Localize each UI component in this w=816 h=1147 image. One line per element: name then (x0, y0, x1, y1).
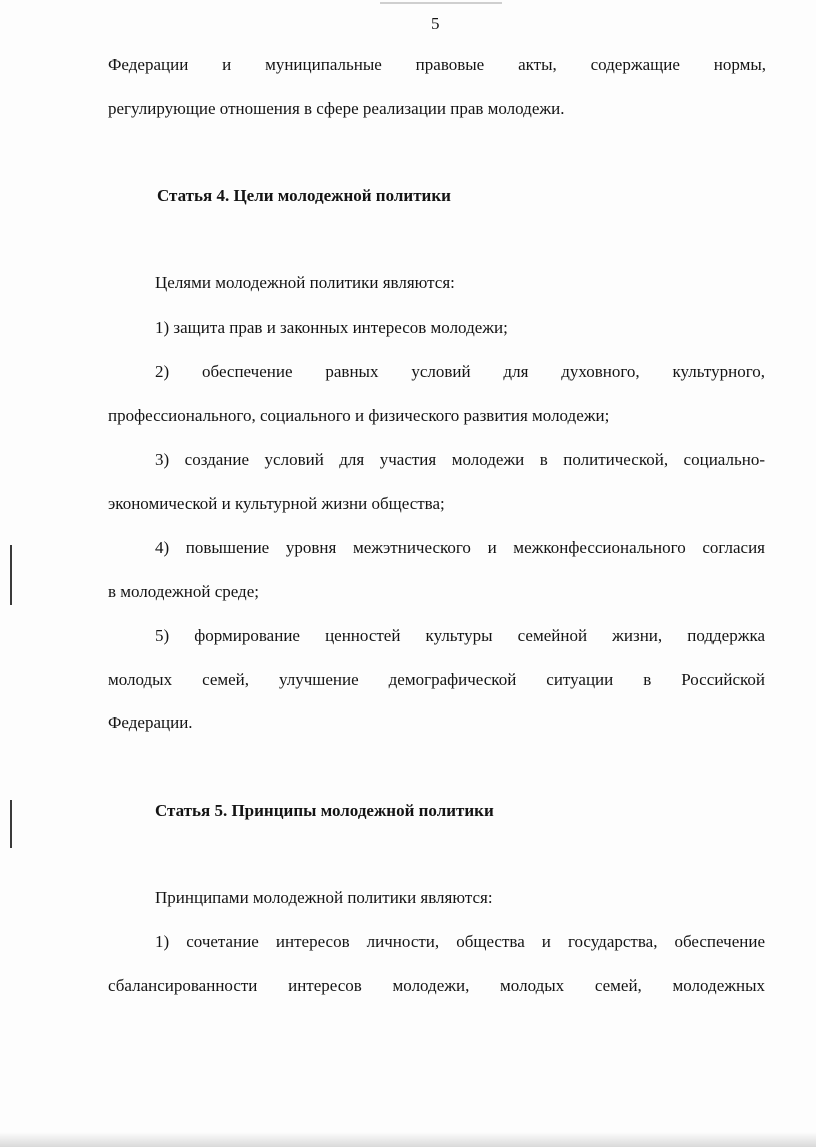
list-item-5-cont: Федерации. (108, 713, 193, 732)
list-item-3-cont: экономической и культурной жизни общества; (108, 494, 445, 513)
list-item-5-cont: молодых семей, улучшение демографической ситуации в Российской (108, 670, 765, 689)
list-item-1-cont: сбалансированности интересов молодежи, молодых семей, молодежных (108, 976, 765, 995)
list-item-1: 1) сочетание интересов личности, общества и государства, обеспечение (155, 932, 765, 951)
article-5-heading: Статья 5. Принципы молодежной политики (155, 801, 494, 820)
left-margin-mark (10, 545, 12, 605)
list-item-2-cont: профессионального, социального и физического развития молодежи; (108, 406, 610, 425)
list-item-4: 4) повышение уровня межэтнического и межконфессионального согласия (155, 538, 765, 557)
top-rule (380, 2, 502, 4)
list-item-5: 5) формирование ценностей культуры семейной жизни, поддержка (155, 626, 765, 645)
paragraph-line: регулирующие отношения в сфере реализации прав молодежи. (108, 99, 565, 118)
list-item-4-cont: в молодежной среде; (108, 582, 259, 601)
article-4-heading: Статья 4. Цели молодежной политики (157, 186, 451, 205)
article-5-intro: Принципами молодежной политики являются: (155, 888, 493, 907)
list-item-2: 2) обеспечение равных условий для духовного, культурного, (155, 362, 765, 381)
page-number: 5 (431, 14, 440, 33)
list-item-3: 3) создание условий для участия молодежи в политической, социально- (155, 450, 765, 469)
left-margin-mark (10, 800, 12, 848)
article-4-intro: Целями молодежной политики являются: (155, 273, 455, 292)
paragraph-line: Федерации и муниципальные правовые акты, содержащие нормы, (108, 55, 766, 74)
page-bottom-shadow (0, 1132, 816, 1147)
list-item-1: 1) защита прав и законных интересов молодежи; (155, 318, 508, 337)
